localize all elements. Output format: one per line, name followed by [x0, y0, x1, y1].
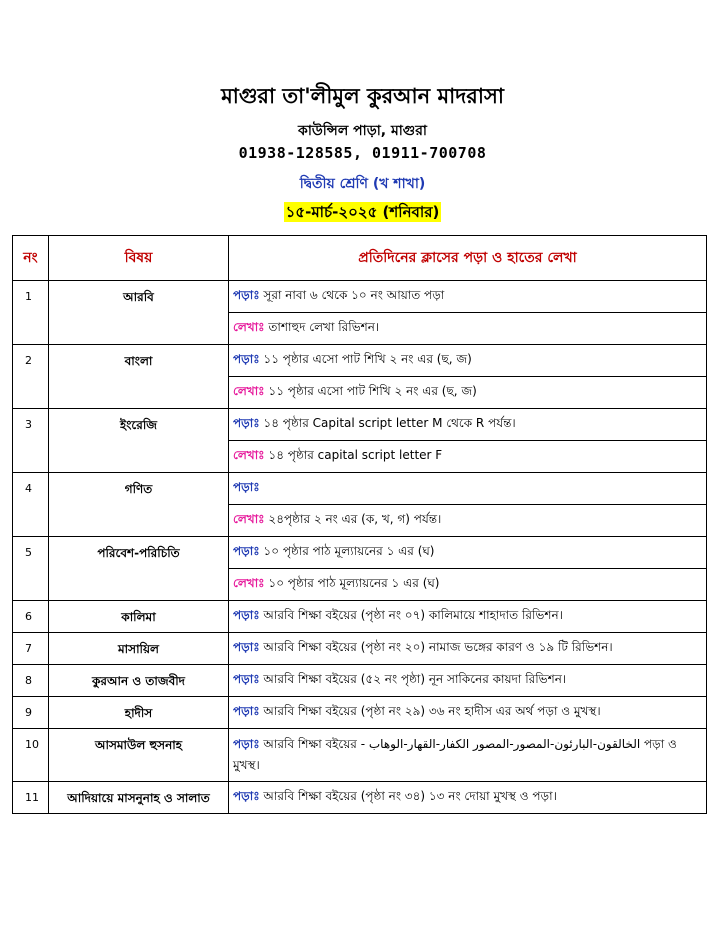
table-row — [13, 409, 707, 441]
reading-task — [229, 633, 707, 665]
table-row — [13, 601, 707, 633]
table-row — [13, 697, 707, 729]
write-text: ১১ পৃষ্ঠার এসো পাট শিখি ২ নং এর (ছ, জ) — [268, 383, 477, 398]
read-text: আরবি শিক্ষা বইয়ের - الخالقون-البارئون-المصور-المصور الكفار-القهار-الوهاب পড়া ও মুখস্থ। — [233, 737, 677, 772]
reading-task — [229, 537, 707, 569]
row-number: 4 — [13, 473, 49, 537]
row-number: 7 — [13, 633, 49, 665]
table-row — [13, 782, 707, 814]
phone-numbers: 01938-128585, 01911-700708 — [238, 144, 487, 162]
read-label: পড়াঃ — [233, 607, 260, 622]
write-text: তাশাহুদ লেখা রিভিশন। — [268, 319, 380, 334]
row-number: 2 — [13, 345, 49, 409]
subject-name: পরিবেশ-পরিচিতি — [49, 537, 229, 601]
subject-name: বাংলা — [49, 345, 229, 409]
row-number: 3 — [13, 409, 49, 473]
read-text: আরবি শিক্ষা বইয়ের (পৃষ্ঠা নং ২০) নামাজ ভঙ্গের কারণ ও ১৯ টি রিভিশন। — [263, 639, 613, 654]
write-text: ১০ পৃষ্ঠার পাঠ মূল্যায়নের ১ এর (ঘ) — [268, 575, 440, 590]
table-header-row — [13, 236, 707, 281]
row-number: 1 — [13, 281, 49, 345]
read-text: ১০ পৃষ্ঠার পাঠ মূল্যায়নের ১ এর (ঘ) — [263, 543, 435, 558]
writing-task — [229, 505, 707, 537]
read-text: আরবি শিক্ষা বইয়ের (পৃষ্ঠা নং ২৯) ৩৬ নং হাদীস এর অর্থ পড়া ও মুখস্থ। — [263, 703, 601, 718]
write-label: লেখাঃ — [233, 575, 265, 590]
row-number: 5 — [13, 537, 49, 601]
read-text: ১৪ পৃষ্ঠার Capital script letter M থেকে R পর্যন্ত। — [263, 415, 516, 430]
row-number: 11 — [13, 782, 49, 814]
table-row — [13, 665, 707, 697]
reading-task — [229, 345, 707, 377]
table-row — [13, 281, 707, 313]
subject-name: ইংরেজি — [49, 409, 229, 473]
reading-task — [229, 697, 707, 729]
table-row — [13, 473, 707, 505]
write-label: লেখাঃ — [233, 383, 265, 398]
write-text: ১৪ পৃষ্ঠার capital script letter F — [268, 447, 443, 462]
subject-name: কুরআন ও তাজবীদ — [49, 665, 229, 697]
table-row — [13, 345, 707, 377]
address: কাউন্সিল পাড়া, মাগুরা — [298, 123, 427, 139]
reading-task — [229, 665, 707, 697]
table-row — [13, 633, 707, 665]
write-label: লেখাঃ — [233, 319, 265, 334]
read-text: আরবি শিক্ষা বইয়ের (৫২ নং পৃষ্ঠা) নূন সাকিনের কায়দা রিভিশন। — [263, 671, 567, 686]
table-row — [13, 729, 707, 782]
read-label: পড়াঃ — [233, 703, 260, 718]
table-row — [13, 537, 707, 569]
header-no: নং — [13, 236, 49, 281]
row-number: 10 — [13, 729, 49, 782]
read-label: পড়াঃ — [233, 479, 260, 494]
reading-task — [229, 409, 707, 441]
read-text: আরবি শিক্ষা বইয়ের (পৃষ্ঠা নং ৩৪) ১৩ নং দোয়া মুখস্থ ও পড়া। — [263, 788, 557, 803]
madrasa-title: মাগুরা তা'লীমুল কুরআন মাদরাসা — [221, 84, 504, 108]
subject-name: মাসায়িল — [49, 633, 229, 665]
subject-name: আদিয়ায়ে মাসনুনাহ ও সালাত — [49, 782, 229, 814]
writing-task — [229, 313, 707, 345]
class-name: দ্বিতীয় শ্রেণি (খ শাখা) — [299, 176, 426, 192]
reading-task — [229, 473, 707, 505]
subject-name: গণিত — [49, 473, 229, 537]
read-label: পড়াঃ — [233, 351, 260, 366]
lesson-table — [12, 235, 707, 814]
header-subject: বিষয় — [49, 236, 229, 281]
read-text: আরবি শিক্ষা বইয়ের (পৃষ্ঠা নং ০৭) কালিমায়ে শাহাদাত রিভিশন। — [263, 607, 563, 622]
read-label: পড়াঃ — [233, 287, 260, 302]
reading-task — [229, 782, 707, 814]
read-label: পড়াঃ — [233, 737, 260, 751]
read-text: ১১ পৃষ্ঠার এসো পাট শিখি ২ নং এর (ছ, জ) — [263, 351, 472, 366]
read-label: পড়াঃ — [233, 415, 260, 430]
row-number: 8 — [13, 665, 49, 697]
subject-name: আসমাউল হুসনাহ — [49, 729, 229, 782]
subject-name: কালিমা — [49, 601, 229, 633]
date-text: ১৫-মার্চ-২০২৫ (শনিবার) — [285, 203, 440, 221]
write-text: ২৪পৃষ্ঠার ২ নং এর (ক, খ, গ) পর্যন্ত। — [268, 511, 442, 526]
write-label: লেখাঃ — [233, 511, 265, 526]
date-banner — [0, 201, 725, 226]
writing-task — [229, 441, 707, 473]
row-number: 6 — [13, 601, 49, 633]
reading-task — [229, 601, 707, 633]
subject-name: আরবি — [49, 281, 229, 345]
writing-task — [229, 377, 707, 409]
read-text: সূরা নাবা ৬ থেকে ১০ নং আয়াত পড়া — [263, 287, 445, 302]
read-label: পড়াঃ — [233, 543, 260, 558]
reading-task — [229, 729, 707, 782]
reading-task — [229, 281, 707, 313]
row-number: 9 — [13, 697, 49, 729]
header-activity: প্রতিদিনের ক্লাসের পড়া ও হাতের লেখা — [229, 236, 707, 281]
read-label: পড়াঃ — [233, 639, 260, 654]
read-label: পড়াঃ — [233, 671, 260, 686]
writing-task — [229, 569, 707, 601]
read-label: পড়াঃ — [233, 788, 260, 803]
write-label: লেখাঃ — [233, 447, 265, 462]
subject-name: হাদীস — [49, 697, 229, 729]
